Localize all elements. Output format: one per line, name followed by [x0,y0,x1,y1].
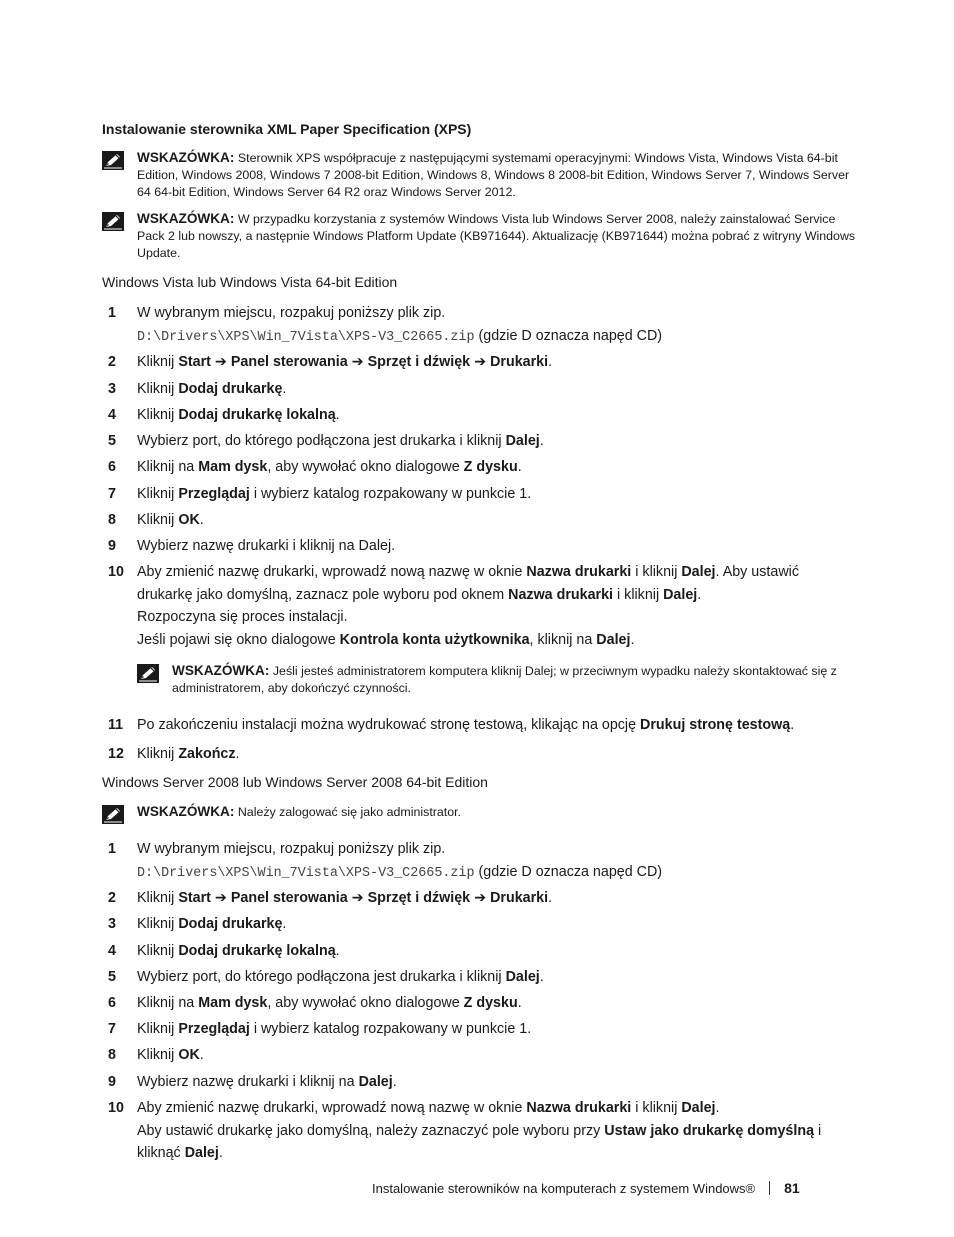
step-number: 5 [108,969,116,985]
next-ref: Dalej [184,1145,219,1161]
step-text: Kliknij [137,746,175,762]
step-text: Kliknij [137,407,175,423]
sound-ref: Sprzęt i dźwięk [367,354,471,370]
step-number: 6 [108,995,116,1011]
step-text: Kliknij na [137,459,195,475]
step-text: Aby ustawić drukarkę jako domyślną, zaznacz pole wyboru pod oknem [137,564,799,603]
footer-divider [769,1181,770,1195]
zip-note: (gdzie D oznacza napęd CD) [478,863,663,880]
step-number: 2 [108,890,116,906]
printers-ref: Drukarki [490,354,549,370]
next-ref: Dalej [505,433,540,449]
note-pencil-icon [102,212,124,231]
step-text: i kliknąć [137,1122,822,1161]
note-text: ; w przeciwnym wypadku należy skontaktować się z administratorem, aby dokończyć czynności. [172,664,837,695]
step-text: Aby zmienić nazwę drukarki, wprowadź nową nazwę w oknie [137,564,523,580]
step-text: i kliknij [617,586,660,603]
arrow-icon: ➔ [474,354,487,370]
step-text: Kliknij na [137,995,195,1011]
control-panel-ref: Panel sterowania [230,890,348,906]
step-number: 4 [108,407,116,423]
control-panel-ref: Panel sterowania [230,354,348,370]
step-text: , kliknij na [529,631,593,648]
step-text: i wybierz katalog rozpakowany w punkcie 1. [253,1021,532,1037]
step-number: 6 [108,459,116,475]
step-number: 3 [108,916,116,932]
note-text: Sterownik XPS współpracuje z następującymi systemami operacyjnymi: Windows Vista, Windows Vista 64-bit Edition, Windows 2008, Windows 7 2008-bit Edition, Windows 8, Windows 8 2008-bit Edition, Windows Server 7, Windows Server 64 64-bit Edition, Windows Server 64 R2 oraz Windows Server 2012. [137,151,850,199]
step-text: Jeśli pojawi się okno dialogowe [137,631,336,648]
step-number: 11 [108,717,124,733]
add-local-ref: Dodaj drukarkę lokalną [178,943,336,959]
step-text: Wybierz port, do którego podłączona jest drukarka i kliknij [137,433,502,449]
step-number: 8 [108,1047,116,1063]
step-number: 9 [108,538,116,554]
step-number: 12 [108,746,124,762]
step-text: Kliknij [137,890,175,906]
note-text: Należy zalogować się jako administrator. [237,805,461,819]
add-local-ref: Dodaj drukarkę lokalną [178,407,336,423]
step-number: 9 [108,1074,116,1090]
step-number: 3 [108,381,116,397]
step-text: Kliknij [137,381,175,397]
sound-ref: Sprzęt i dźwięk [367,890,471,906]
have-disk-ref: Mam dysk [198,459,268,475]
step-text: Aby ustawić drukarkę jako domyślną, należy zaznaczyć pole wyboru przy [137,1122,601,1139]
step-number: 7 [108,486,116,502]
printer-name-ref: Nazwa drukarki [526,564,632,580]
ok-ref: OK [178,512,200,528]
step-text: Wybierz nazwę drukarki i kliknij na Dalej. [137,538,396,554]
step-text: Kliknij [137,943,175,959]
step-number: 5 [108,433,116,449]
step-text: , aby wywołać okno dialogowe [267,459,460,475]
note-pencil-icon [137,664,159,683]
from-disk-ref: Z dysku [463,459,518,475]
step-number: 10 [108,1100,124,1116]
note-pencil-icon [102,805,124,824]
browse-ref: Przeglądaj [178,486,250,502]
browse-ref: Przeglądaj [178,1021,250,1037]
step-text: Kliknij [137,354,175,370]
zip-path: D:\Drivers\XPS\Win_7Vista\XPS-V3_C2665.zip [137,329,475,345]
ok-ref: OK [178,1047,200,1063]
note-label: WSKAZÓWKA: [137,150,235,165]
add-printer-ref: Dodaj drukarkę [178,916,283,932]
note-label: WSKAZÓWKA: [172,663,270,678]
step-text: Aby zmienić nazwę drukarki, wprowadź nową nazwę w oknie [137,1100,523,1116]
next-ref: Dalej [681,1100,716,1116]
step-number: 7 [108,1021,116,1037]
step-text: Kliknij [137,916,175,932]
vista-heading: Windows Vista lub Windows Vista 64-bit Edition [102,274,398,290]
arrow-icon: ➔ [351,354,364,370]
section-title: Instalowanie sterownika XML Paper Specification (XPS) [102,121,472,137]
next-ref: Dalej [596,631,631,648]
footer-text: Instalowanie sterowników na komputerach z systemem Windows® [372,1181,756,1196]
step-text: i wybierz katalog rozpakowany w punkcie 1. [253,486,532,502]
next-ref: Dalej [358,1074,393,1090]
set-default-ref: Ustaw jako drukarkę domyślną [604,1122,815,1139]
note-pencil-icon [102,151,124,170]
step-number: 1 [108,841,116,857]
step-number: 10 [108,564,124,580]
note-text: W przypadku korzystania z systemów Windows Vista lub Windows Server 2008, należy zainstalować Service Pack 2 lub nowszy, a następnie Windows Platform Update (KB971644). Aktualizację (KB971644) można pobrać z witryny Windows Update. [137,212,856,260]
step-text: Kliknij [137,512,175,528]
zip-note: (gdzie D oznacza napęd CD) [478,327,663,344]
step-text: i kliknij [635,1100,678,1116]
step-number: 1 [108,305,116,321]
step-text: Kliknij [137,1021,175,1037]
arrow-icon: ➔ [351,890,364,906]
uac-ref: Kontrola konta użytkownika [339,631,530,648]
note-label: WSKAZÓWKA: [137,211,235,226]
next-ref: Dalej [663,586,698,603]
arrow-icon: ➔ [474,890,487,906]
step-text: Rozpoczyna się proces instalacji. [137,609,348,625]
add-printer-ref: Dodaj drukarkę [178,381,283,397]
from-disk-ref: Z dysku [463,995,518,1011]
start-ref: Start [178,354,211,370]
arrow-icon: ➔ [214,890,227,906]
test-page-ref: Drukuj stronę testową [640,717,791,733]
page-number: 81 [784,1180,800,1196]
next-ref: Dalej [681,564,716,580]
step-number: 2 [108,354,116,370]
server-heading: Windows Server 2008 lub Windows Server 2008 64-bit Edition [102,774,488,790]
step-text: W wybranym miejscu, rozpakuj poniższy plik zip. [137,305,446,321]
step-text: Wybierz nazwę drukarki i kliknij na [137,1074,355,1090]
step-text: Po zakończeniu instalacji można wydrukować stronę testową, klikając na opcję [137,717,637,733]
step-text: , aby wywołać okno dialogowe [267,995,460,1011]
next-ref: Dalej [524,664,554,678]
step-text: Kliknij [137,1047,175,1063]
note-text: Jeśli jesteś administratorem komputera kliknij [272,664,522,678]
step-text: Wybierz port, do którego podłączona jest drukarka i kliknij [137,969,502,985]
step-text: W wybranym miejscu, rozpakuj poniższy plik zip. [137,841,446,857]
have-disk-ref: Mam dysk [198,995,268,1011]
zip-path: D:\Drivers\XPS\Win_7Vista\XPS-V3_C2665.zip [137,865,475,881]
start-ref: Start [178,890,211,906]
printer-name-ref: Nazwa drukarki [508,586,614,603]
note-label: WSKAZÓWKA: [137,804,235,819]
printer-name-ref: Nazwa drukarki [526,1100,632,1116]
page-footer [372,1180,854,1196]
step-number: 8 [108,512,116,528]
printers-ref: Drukarki [490,890,549,906]
arrow-icon: ➔ [214,354,227,370]
finish-ref: Zakończ [178,746,236,762]
step-number: 4 [108,943,116,959]
step-text: i kliknij [635,564,678,580]
next-ref: Dalej [505,969,540,985]
step-text: Kliknij [137,486,175,502]
